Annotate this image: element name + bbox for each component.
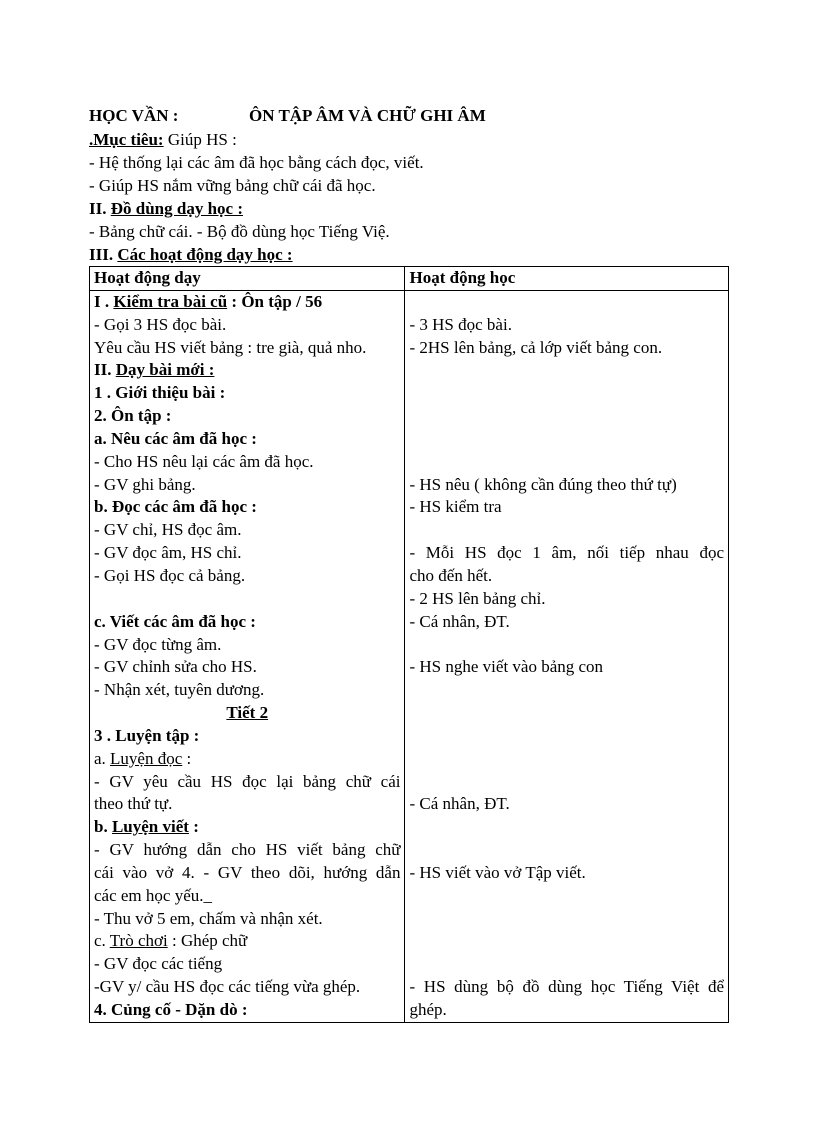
list-item: - GV đọc âm, HS chỉ. — [94, 543, 242, 563]
review-heading: I . Kiểm tra bài cũ : Ôn tập / 56 — [94, 291, 323, 311]
spacer-line — [409, 405, 724, 428]
materials-text: - Bảng chữ cái. - Bộ đồ dùng học Tiếng Việ. — [89, 222, 390, 241]
objectives-line — [89, 128, 729, 151]
table-body-row — [90, 290, 729, 1022]
spacer-line — [409, 816, 724, 839]
lesson-page — [89, 104, 729, 1023]
spacer-line — [94, 588, 400, 611]
section-heading: 1 . Giới thiệu bài : — [94, 383, 226, 403]
section-heading: b. Đọc các âm đã học : — [94, 497, 257, 517]
list-item: - GV đọc từng âm. — [94, 634, 222, 654]
spacer-line — [409, 519, 724, 542]
spacer-line — [409, 839, 724, 862]
list-item: - Thu vở 5 em, chấm và nhận xét. — [94, 908, 323, 928]
list-item: - HS dùng bộ đồ dùng học Tiếng Việt để — [409, 977, 724, 997]
spacer-line — [409, 382, 724, 405]
subject-label: HỌC VẦN : — [89, 106, 179, 125]
spacer-line — [409, 953, 724, 976]
list-item: - GV chỉ, HS đọc âm. — [94, 520, 242, 540]
activities-heading: III. Các hoạt động dạy học : — [89, 245, 293, 264]
objective-item-1: - Hệ thống lại các âm đã học bằng cách đọc, viết. — [89, 153, 424, 172]
spacer-line — [409, 885, 724, 908]
objectives-intro: Giúp HS : — [163, 130, 237, 149]
spacer-line — [409, 748, 724, 771]
list-item: - HS kiểm tra — [409, 497, 502, 517]
new-lesson-heading: II. Dạy bài mới : — [94, 360, 215, 380]
game-heading: c. Trò chơi : Ghép chữ — [94, 931, 248, 951]
list-item: - 2 HS lên bảng chỉ. — [409, 588, 546, 608]
list-item: - Nhận xét, tuyên dương. — [94, 680, 265, 700]
list-item: - 2HS lên bảng, cả lớp viết bảng con. — [409, 337, 663, 357]
spacer-line — [409, 634, 724, 657]
spacer-line — [409, 725, 724, 748]
list-item: - Mỗi HS đọc 1 âm, nối tiếp nhau đọc — [409, 543, 724, 563]
list-item: - GV hướng dẫn cho HS viết bảng chữ — [94, 840, 401, 860]
activities-table — [89, 266, 729, 1023]
list-item: cái vào vở 4. - GV theo dõi, hướng dẫn — [94, 862, 401, 882]
objective-item-2: - Giúp HS nắm vững bảng chữ cái đã học. — [89, 176, 376, 195]
list-item: - Cho HS nêu lại các âm đã học. — [94, 451, 314, 471]
list-item: Yêu cầu HS viết bảng : tre già, quả nho. — [94, 337, 367, 357]
list-item: - GV yêu cầu HS đọc lại bảng chữ cái — [94, 771, 401, 791]
spacer-line — [409, 771, 724, 794]
list-item: - 3 HS đọc bài. — [409, 314, 512, 334]
reading-heading: a. Luyện đọc : — [94, 748, 192, 768]
teacher-activities — [90, 290, 405, 1022]
list-item: - HS viết vào vở Tập viết. — [409, 862, 586, 882]
lesson-header — [89, 104, 729, 128]
table-header-row — [90, 267, 729, 291]
spacer-line — [409, 451, 724, 474]
list-item: cho đến hết. — [409, 565, 493, 585]
list-item: - GV chỉnh sửa cho HS. — [94, 657, 257, 677]
spacer-line — [409, 679, 724, 702]
period-heading: Tiết 2 — [226, 703, 269, 723]
objectives-label: .Mục tiêu: — [89, 130, 164, 149]
list-item: - GV ghi bảng. — [94, 474, 196, 494]
section-heading: 3 . Luyện tập : — [94, 725, 200, 745]
section-heading: a. Nêu các âm đã học : — [94, 428, 257, 448]
section-heading: c. Viết các âm đã học : — [94, 611, 256, 631]
list-item: các em học yếu._ — [94, 885, 212, 905]
spacer-line — [409, 428, 724, 451]
spacer-line — [409, 359, 724, 382]
writing-heading: b. Luyện viết : — [94, 817, 199, 837]
lesson-title: ÔN TẬP ÂM VÀ CHỮ GHI ÂM — [249, 106, 486, 125]
list-item: - HS nghe viết vào bảng con — [409, 657, 604, 677]
section-heading: 4. Củng cố - Dặn dò : — [94, 1000, 248, 1019]
list-item: - Cá nhân, ĐT. — [409, 794, 510, 814]
header-student: Hoạt động học — [405, 267, 729, 291]
section-heading: 2. Ôn tập : — [94, 406, 172, 426]
spacer-line — [409, 908, 724, 931]
list-item: -GV y/ cầu HS đọc các tiếng vừa ghép. — [94, 977, 361, 997]
list-item: - GV đọc các tiếng — [94, 954, 223, 974]
list-item: - Gọi 3 HS đọc bài. — [94, 314, 227, 334]
spacer-line — [409, 930, 724, 953]
list-item: - Gọi HS đọc cả bảng. — [94, 565, 246, 585]
materials-heading: II. Đồ dùng dạy học : — [89, 199, 243, 218]
list-item: - Cá nhân, ĐT. — [409, 611, 510, 631]
list-item: - HS nêu ( không cần đúng theo thứ tự) — [409, 474, 677, 494]
spacer-line — [409, 702, 724, 725]
list-item: theo thứ tự. — [94, 794, 173, 814]
header-teacher: Hoạt động dạy — [90, 267, 405, 291]
list-item: ghép. — [409, 1000, 447, 1019]
spacer-line — [409, 291, 724, 314]
student-activities — [405, 290, 729, 1022]
